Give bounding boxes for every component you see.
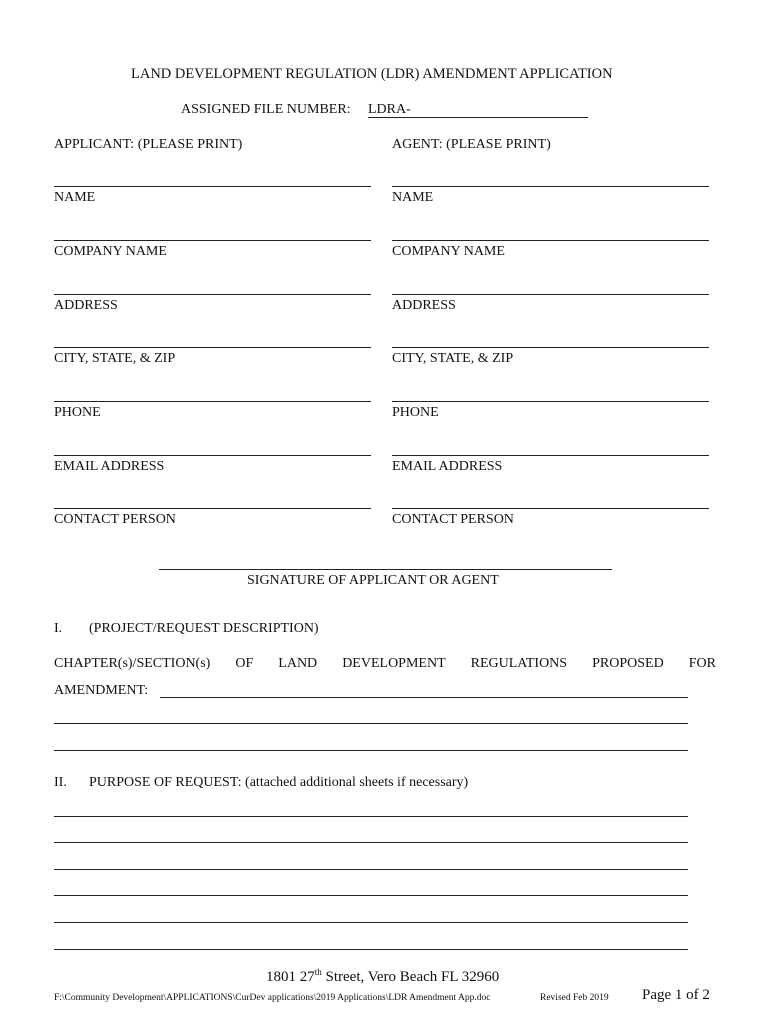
applicant-phone-label: PHONE [54, 405, 101, 420]
amendment-label: AMENDMENT: [54, 683, 149, 698]
chapter-word: LAND [278, 656, 318, 671]
applicant-heading: APPLICANT: (PLEASE PRINT) [54, 137, 243, 152]
applicant-contact-label: CONTACT PERSON [54, 512, 176, 527]
agent-city-label: CITY, STATE, & ZIP [392, 351, 514, 366]
applicant-phone-field[interactable] [54, 401, 371, 402]
chapter-word: OF [235, 656, 254, 671]
address-rest: Street, Vero Beach FL 32960 [321, 969, 500, 985]
agent-email-field[interactable] [392, 455, 709, 456]
agent-address-field[interactable] [392, 294, 709, 295]
applicant-address-label: ADDRESS [54, 298, 118, 313]
chapter-word: CHAPTER(s)/SECTION(s) [54, 656, 211, 671]
purpose-field[interactable] [54, 922, 688, 923]
applicant-company-field[interactable] [54, 240, 371, 241]
agent-name-field[interactable] [392, 186, 709, 187]
address-number: 1801 27 [266, 969, 315, 985]
chapter-section-line [54, 656, 716, 672]
section-2-heading: PURPOSE OF REQUEST: (attached additional sheets if necessary) [89, 775, 469, 790]
agent-city-field[interactable] [392, 347, 709, 348]
purpose-field[interactable] [54, 842, 688, 843]
signature-label: SIGNATURE OF APPLICANT OR AGENT [247, 573, 499, 588]
revision-date: Revised Feb 2019 [540, 993, 609, 1003]
applicant-company-label: COMPANY NAME [54, 244, 167, 259]
signature-field[interactable] [159, 569, 612, 570]
file-path: F:\Community Development\APPLICATIONS\CurDev applications\2019 Applications\LDR Amendment App.doc [54, 993, 491, 1003]
form-title: LAND DEVELOPMENT REGULATION (LDR) AMENDMENT APPLICATION [131, 66, 613, 82]
purpose-field[interactable] [54, 869, 688, 870]
purpose-field[interactable] [54, 949, 688, 950]
amendment-field[interactable] [54, 750, 688, 751]
agent-contact-field[interactable] [392, 508, 709, 509]
section-1-numeral: I. [54, 621, 63, 636]
agent-company-label: COMPANY NAME [392, 244, 505, 259]
file-number-label: ASSIGNED FILE NUMBER: [181, 102, 351, 117]
applicant-city-label: CITY, STATE, & ZIP [54, 351, 176, 366]
amendment-field[interactable] [160, 697, 688, 698]
chapter-word: PROPOSED [592, 656, 664, 671]
chapter-word: REGULATIONS [470, 656, 568, 671]
applicant-name-label: NAME [54, 190, 96, 205]
agent-heading: AGENT: (PLEASE PRINT) [392, 137, 551, 152]
agent-address-label: ADDRESS [392, 298, 456, 313]
purpose-field[interactable] [54, 895, 688, 896]
office-address [266, 969, 499, 986]
agent-email-label: EMAIL ADDRESS [392, 459, 503, 474]
agent-phone-label: PHONE [392, 405, 439, 420]
applicant-address-field[interactable] [54, 294, 371, 295]
chapter-word: DEVELOPMENT [342, 656, 446, 671]
agent-name-label: NAME [392, 190, 434, 205]
applicant-city-field[interactable] [54, 347, 371, 348]
purpose-field[interactable] [54, 816, 688, 817]
section-2-numeral: II. [54, 775, 67, 790]
applicant-contact-field[interactable] [54, 508, 371, 509]
agent-phone-field[interactable] [392, 401, 709, 402]
amendment-field[interactable] [54, 723, 688, 724]
address-ordinal: th [314, 967, 322, 977]
applicant-email-label: EMAIL ADDRESS [54, 459, 165, 474]
applicant-name-field[interactable] [54, 186, 371, 187]
chapter-word: FOR [688, 656, 716, 671]
agent-contact-label: CONTACT PERSON [392, 512, 514, 527]
file-number-field[interactable] [368, 117, 588, 118]
page-number: Page 1 of 2 [642, 987, 710, 1003]
file-number-prefix: LDRA- [368, 102, 411, 117]
section-1-heading: (PROJECT/REQUEST DESCRIPTION) [89, 621, 319, 636]
applicant-email-field[interactable] [54, 455, 371, 456]
agent-company-field[interactable] [392, 240, 709, 241]
